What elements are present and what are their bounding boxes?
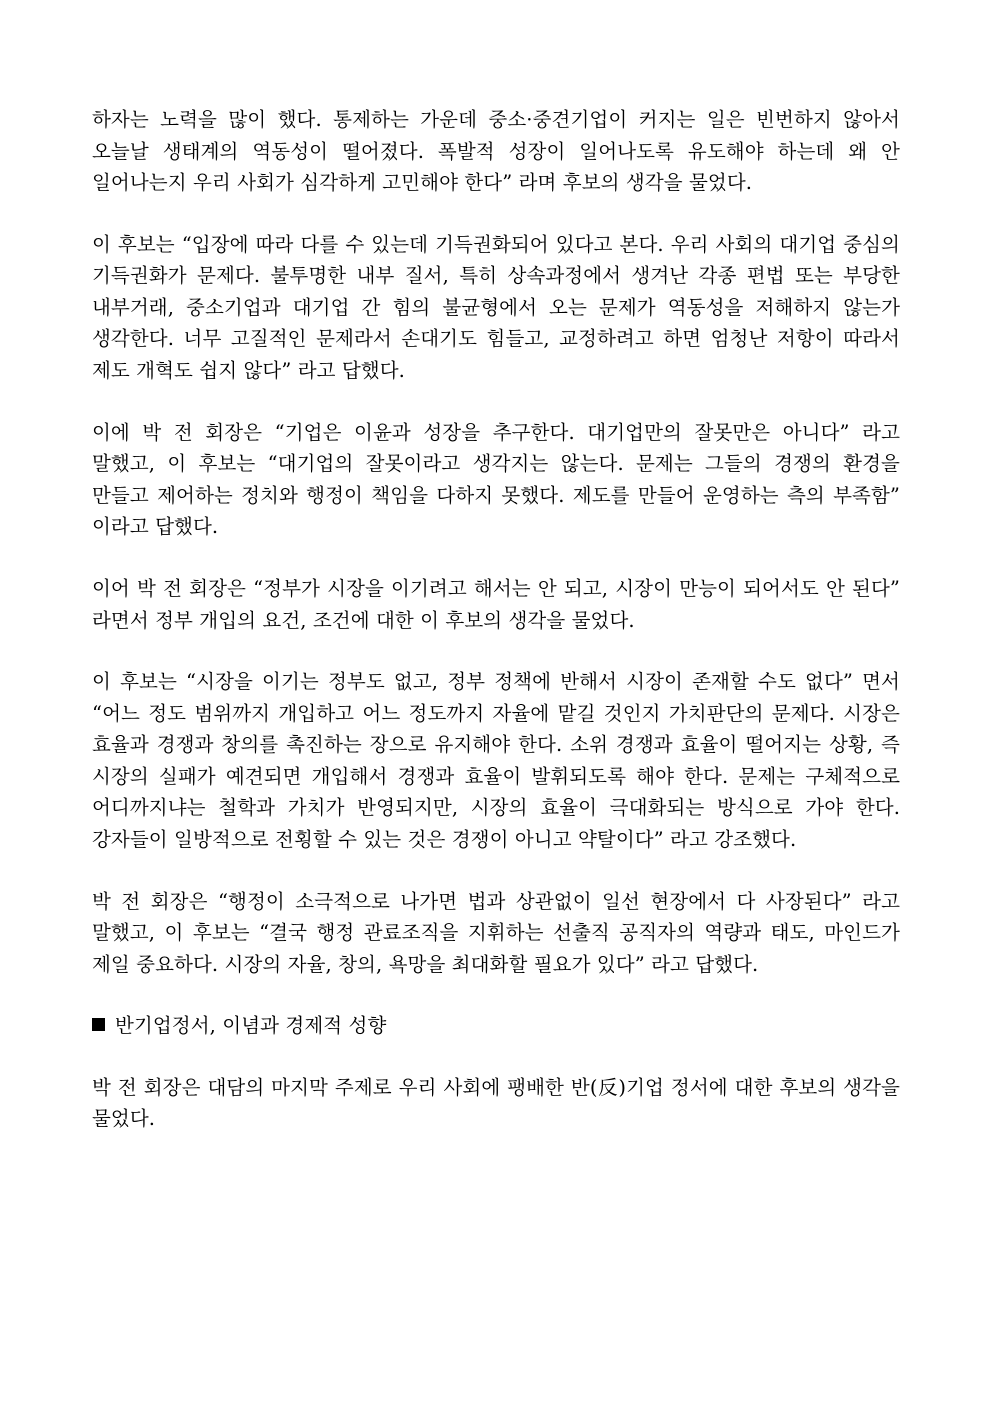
section-heading-text: 반기업정서, 이념과 경제적 성향 — [115, 1014, 387, 1038]
paragraph: 이어 박 전 회장은 “정부가 시장을 이기려고 해서는 안 되고, 시장이 만능이 되어서도 안 된다” 라면서 정부 개입의 요건, 조건에 대한 이 후보의 생각을 물었다. — [92, 576, 900, 632]
paragraph: 이 후보는 “시장을 이기는 정부도 없고, 정부 정책에 반해서 시장이 존재할 수도 없다” 면서 “어느 정도 범위까지 개입하고 어느 정도까지 자율에 맡길 것인지 가치판단의 문제다. 시장은 효율과 경쟁과 창의를 촉진하는 장으로 유지해야 한다. 소위 경쟁과 효율이 떨어지는 상황, 즉 시장의 실패가 예견되면 개입해서 경쟁과 효율이 발휘되도록 해야 한다. 문제는 구체적으로 어디까지냐는 철학과 가치가 반영되지만, 시장의 효율이 극대화되는 방식으로 가야 한다. 강자들이 일방적으로 전횡할 수 있는 것은 경쟁이 아니고 약탈이다” 라고 강조했다. — [92, 670, 900, 851]
paragraph: 이 후보는 “입장에 따라 다를 수 있는데 기득권화되어 있다고 본다. 우리 사회의 대기업 중심의 기득권화가 문제다. 불투명한 내부 질서, 특히 상속과정에서 생겨난 각종 편법 또는 부당한 내부거래, 중소기업과 대기업 간 힘의 불균형에서 오는 문제가 역동성을 저해하지 않는가 생각한다. 너무 고질적인 문제라서 손대기도 힘들고, 교정하려고 하면 엄청난 저항이 따라서 제도 개혁도 쉽지 않다” 라고 답했다. — [92, 232, 900, 383]
paragraph: 박 전 회장은 “행정이 소극적으로 나가면 법과 상관없이 일선 현장에서 다 사장된다” 라고 말했고, 이 후보는 “결국 행정 관료조직을 지휘하는 선출직 공직자의 역량과 태도, 마인드가 제일 중요하다. 시장의 자율, 창의, 욕망을 최대화할 필요가 있다” 라고 답했다. — [92, 889, 900, 976]
paragraph: 이에 박 전 회장은 “기업은 이윤과 성장을 추구한다. 대기업만의 잘못만은 아니다” 라고 말했고, 이 후보는 “대기업의 잘못이라고 생각지는 않는다. 문제는 그들의 경쟁의 환경을 만들고 제어하는 정치와 행정이 책임을 다하지 못했다. 제도를 만들어 운영하는 측의 부족함” 이라고 답했다. — [92, 420, 900, 539]
document-body — [92, 104, 900, 1135]
section-heading — [92, 1010, 900, 1042]
square-bullet-icon — [92, 1018, 105, 1031]
paragraph: 박 전 회장은 대담의 마지막 주제로 우리 사회에 팽배한 반(反)기업 정서에 대한 후보의 생각을 물었다. — [92, 1075, 900, 1131]
paragraph: 하자는 노력을 많이 했다. 통제하는 가운데 중소·중견기업이 커지는 일은 빈번하지 않아서 오늘날 생태계의 역동성이 떨어졌다. 폭발적 성장이 일어나도록 유도해야 하는데 왜 안 일어나는지 우리 사회가 심각하게 고민해야 한다” 라며 후보의 생각을 물었다. — [92, 108, 900, 195]
